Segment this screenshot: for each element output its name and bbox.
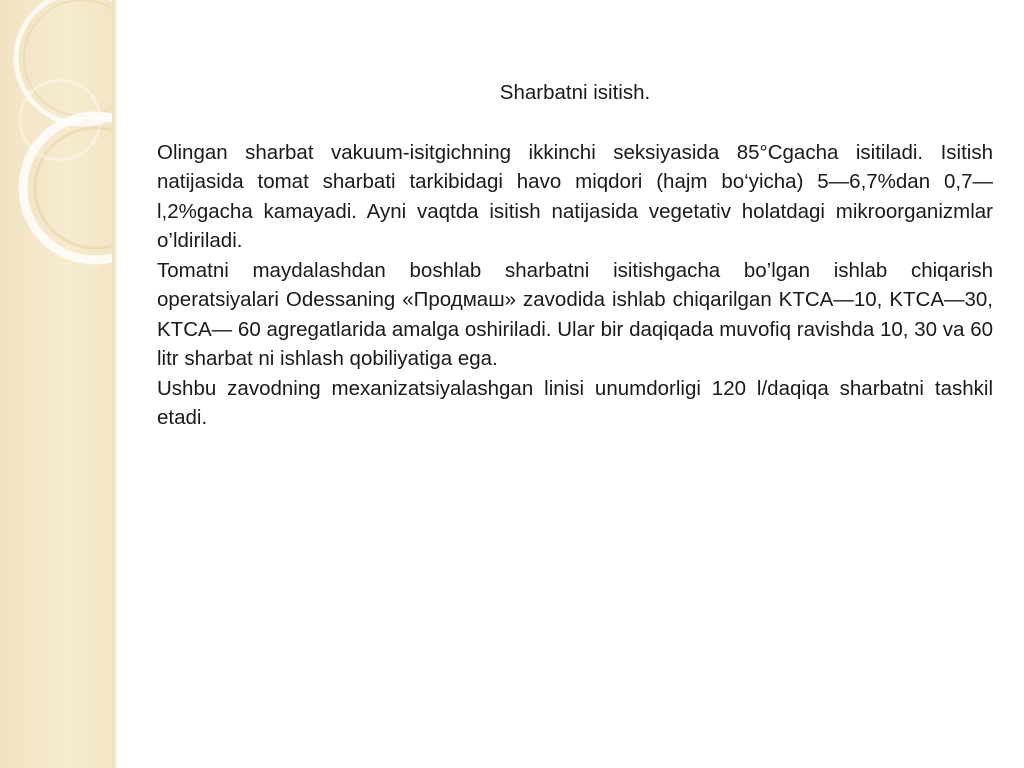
decorative-side-band xyxy=(0,0,112,768)
paragraph-heating: Olingan sharbat vakuum-isitgichning ikkinchi seksiyasida 85°Cgacha isitiladi. Isitish natijasida tomat sharbati tarkibidagi havo miqdori (hajm bo‘yicha) 5—6,7%dan 0,7—l,2%gacha kamayadi. Ayni vaqtda isitish natijasida vegetativ holatdagi mikroorganizmlar o’ldiriladi. xyxy=(157,140,993,252)
slide-title: Sharbatni isitish. xyxy=(499,81,651,104)
paragraph-productivity: Ushbu zavodning mexanizatsiyalashgan linisi unumdorligi 120 l/daqiqa sharbatni tashkil etadi. xyxy=(157,376,993,429)
slide-content xyxy=(157,78,993,433)
side-band-edge xyxy=(112,0,118,768)
paragraph-operations: Tomatni maydalashdan boshlab sharbatni isitishgacha bo’lgan ishlab chiqarish operatsiyalari Odessaning «Продмаш» zavodida ishlab chiqarilgan KTCA—10, KTCA—30, KTCA— 60 agregatlarida amalga oshiriladi. Ular bir daqiqada muvofiq ravishda 10, 30 va 60 litr sharbat ni ishlash qobiliyatiga ega. xyxy=(157,258,993,370)
decorative-rings xyxy=(0,0,112,768)
